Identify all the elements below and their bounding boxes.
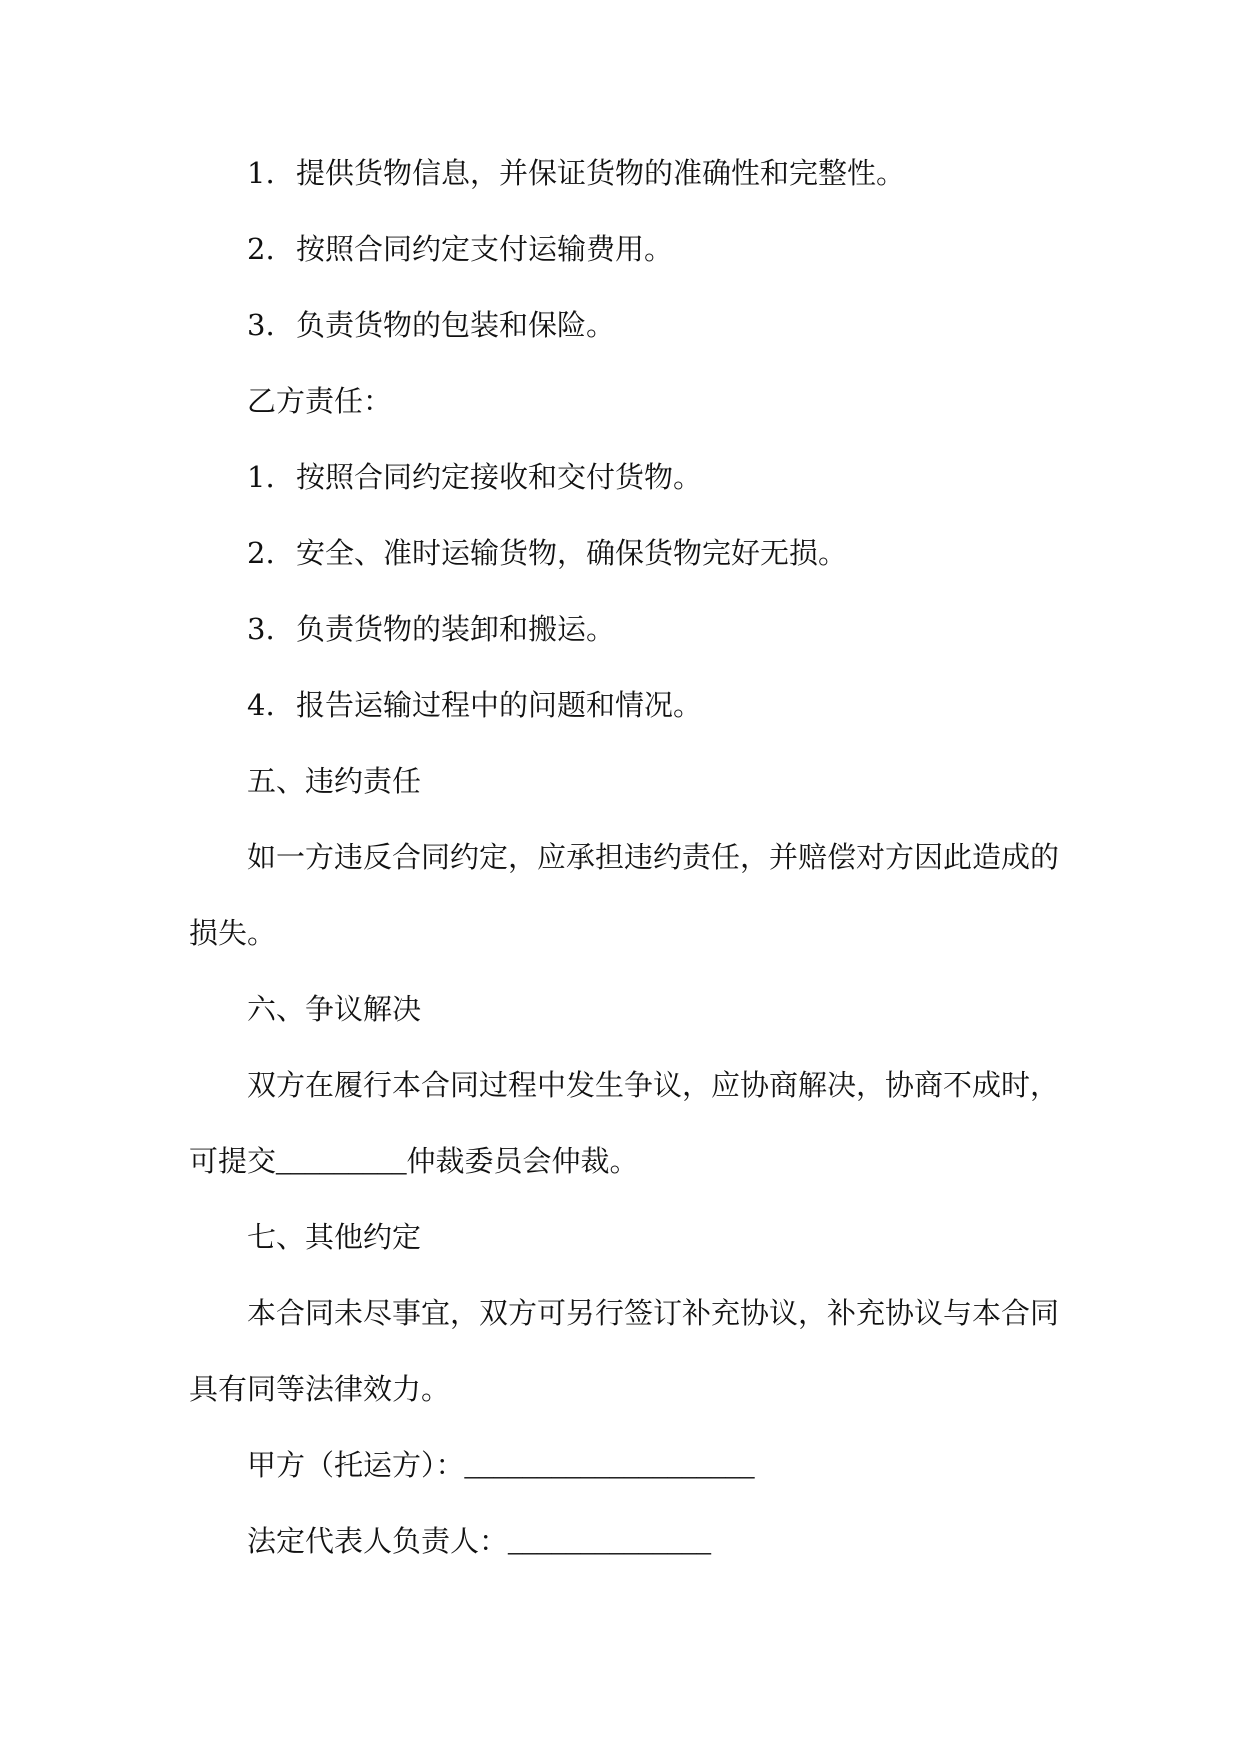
arbitration-suffix: 仲裁委员会仲裁。 [406, 1144, 639, 1178]
list-item-number: 2. [247, 232, 275, 266]
party-b-heading: 乙方责任： [247, 384, 393, 418]
party-a-signature-line [189, 1427, 1241, 1503]
list-item-text: 负责货物的包装和保险。 [296, 308, 616, 342]
party-a-blank: ____________________ [464, 1450, 755, 1482]
paragraph-line [189, 1123, 1241, 1199]
paragraph-line: 本合同未尽事宜，双方可另行签订补充协议，补充协议与本合同 [247, 1296, 1060, 1330]
party-b-duty-item [189, 591, 1241, 667]
legal-rep-label: 法定代表人负责人： [247, 1524, 509, 1558]
party-a-duty-item [189, 135, 1241, 211]
list-item-text: 按照合同约定接收和交付货物。 [296, 460, 703, 494]
paragraph-line: 损失。 [189, 916, 277, 950]
paragraph-line: 如一方违反合同约定，应承担违约责任，并赔偿对方因此造成的 [247, 840, 1060, 874]
list-item-number: 2. [247, 536, 275, 570]
list-item-number: 1. [247, 460, 275, 494]
arbitration-blank: _________ [276, 1146, 407, 1178]
section-heading-other: 七、其他约定 [247, 1220, 422, 1254]
list-item-number: 4. [247, 688, 275, 722]
list-item-text: 报告运输过程中的问题和情况。 [296, 688, 703, 722]
legal-rep-signature-line [189, 1503, 1241, 1579]
section-heading-dispute: 六、争议解决 [247, 992, 422, 1026]
legal-rep-blank: ______________ [508, 1526, 712, 1558]
list-item-number: 3. [247, 612, 275, 646]
list-item-number: 3. [247, 308, 275, 342]
party-b-duty-item [189, 515, 1241, 591]
list-item-number: 1. [247, 156, 275, 190]
arbitration-prefix: 可提交 [189, 1144, 277, 1178]
party-a-duty-item [189, 287, 1241, 363]
party-b-duty-item [189, 439, 1241, 515]
party-b-duty-item [189, 667, 1241, 743]
party-a-duty-item [189, 211, 1241, 287]
list-item-text: 安全、准时运输货物，确保货物完好无损。 [296, 536, 848, 570]
list-item-text: 负责货物的装卸和搬运。 [296, 612, 616, 646]
section-heading-breach: 五、违约责任 [247, 764, 422, 798]
party-a-label: 甲方（托运方）： [247, 1448, 465, 1482]
paragraph-line: 具有同等法律效力。 [189, 1372, 451, 1406]
paragraph-line: 双方在履行本合同过程中发生争议，应协商解决，协商不成时， [247, 1068, 1060, 1102]
list-item-text: 提供货物信息，并保证货物的准确性和完整性。 [296, 156, 906, 190]
list-item-text: 按照合同约定支付运输费用。 [296, 232, 674, 266]
